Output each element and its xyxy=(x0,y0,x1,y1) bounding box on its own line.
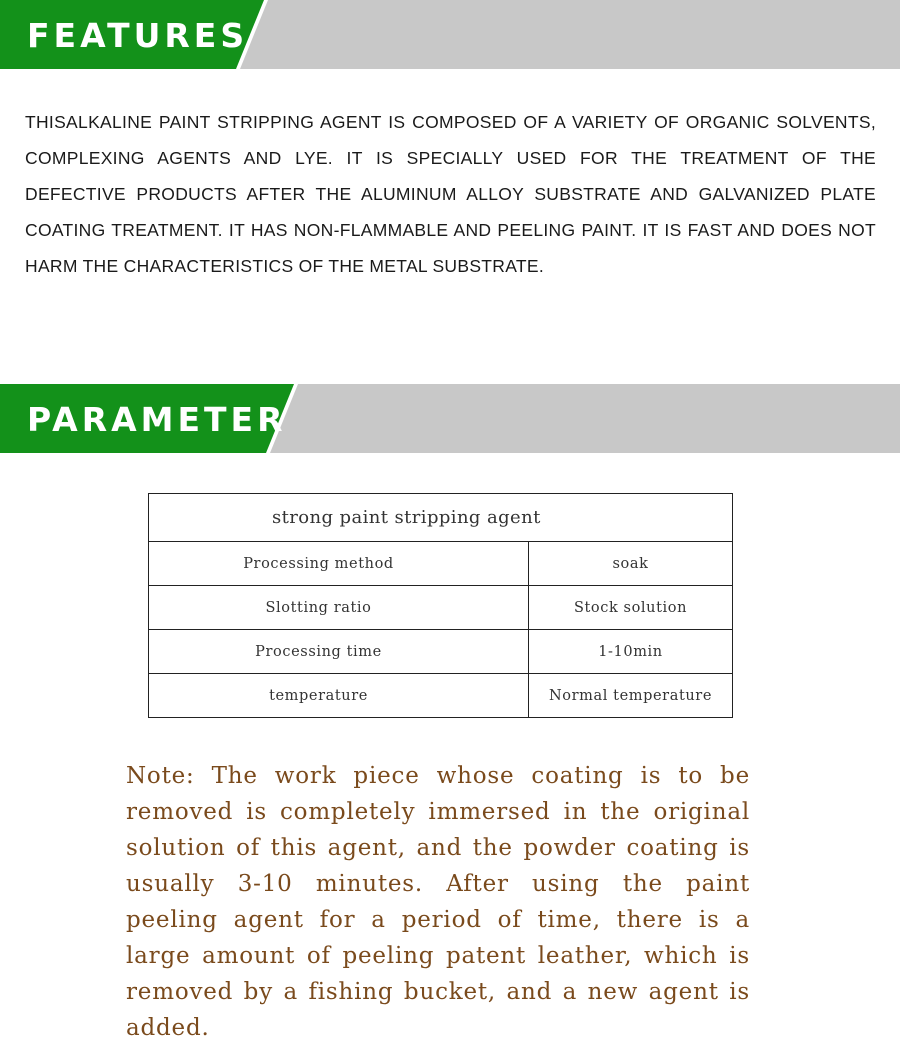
features-description: THISALKALINE PAINT STRIPPING AGENT IS COMPOSED OF A VARIETY OF ORGANIC SOLVENTS, COMPLEXING AGENTS AND LYE. IT IS SPECIALLY USED FOR THE TREATMENT OF THE DEFECTIVE PRODUCTS AFTER THE ALUMINUM ALLOY SUBSTRATE AND GALVANIZED PLATE COATING TREATMENT. IT HAS NON-FLAMMABLE AND PEELING PAINT. IT IS FAST AND DOES NOT HARM THE CHARACTERISTICS OF THE METAL SUBSTRATE. xyxy=(25,112,876,276)
table-row xyxy=(149,542,733,586)
table-row xyxy=(149,674,733,718)
features-heading: FEATURES xyxy=(27,16,249,55)
table-row xyxy=(149,630,733,674)
param-value: Stock solution xyxy=(529,586,733,630)
param-label: Slotting ratio xyxy=(149,586,529,630)
usage-note: Note: The work piece whose coating is to be removed is completely immersed in the original solution of this agent, and the powder coating is usually 3-10 minutes. After using the paint peeling agent for a period of time, there is a large amount of peeling patent leather, which is removed by a fishing bucket, and a new agent is added. xyxy=(126,763,750,1041)
parameter-table xyxy=(148,493,733,718)
parameter-heading: PARAMETER xyxy=(27,400,287,439)
table-title: strong paint stripping agent xyxy=(149,494,733,542)
param-label: temperature xyxy=(149,674,529,718)
param-label: Processing method xyxy=(149,542,529,586)
param-value: Normal temperature xyxy=(529,674,733,718)
features-banner xyxy=(0,0,900,69)
param-label: Processing time xyxy=(149,630,529,674)
param-value: 1-10min xyxy=(529,630,733,674)
table-title-row xyxy=(149,494,733,542)
parameter-banner xyxy=(0,384,900,453)
table-row xyxy=(149,586,733,630)
param-value: soak xyxy=(529,542,733,586)
